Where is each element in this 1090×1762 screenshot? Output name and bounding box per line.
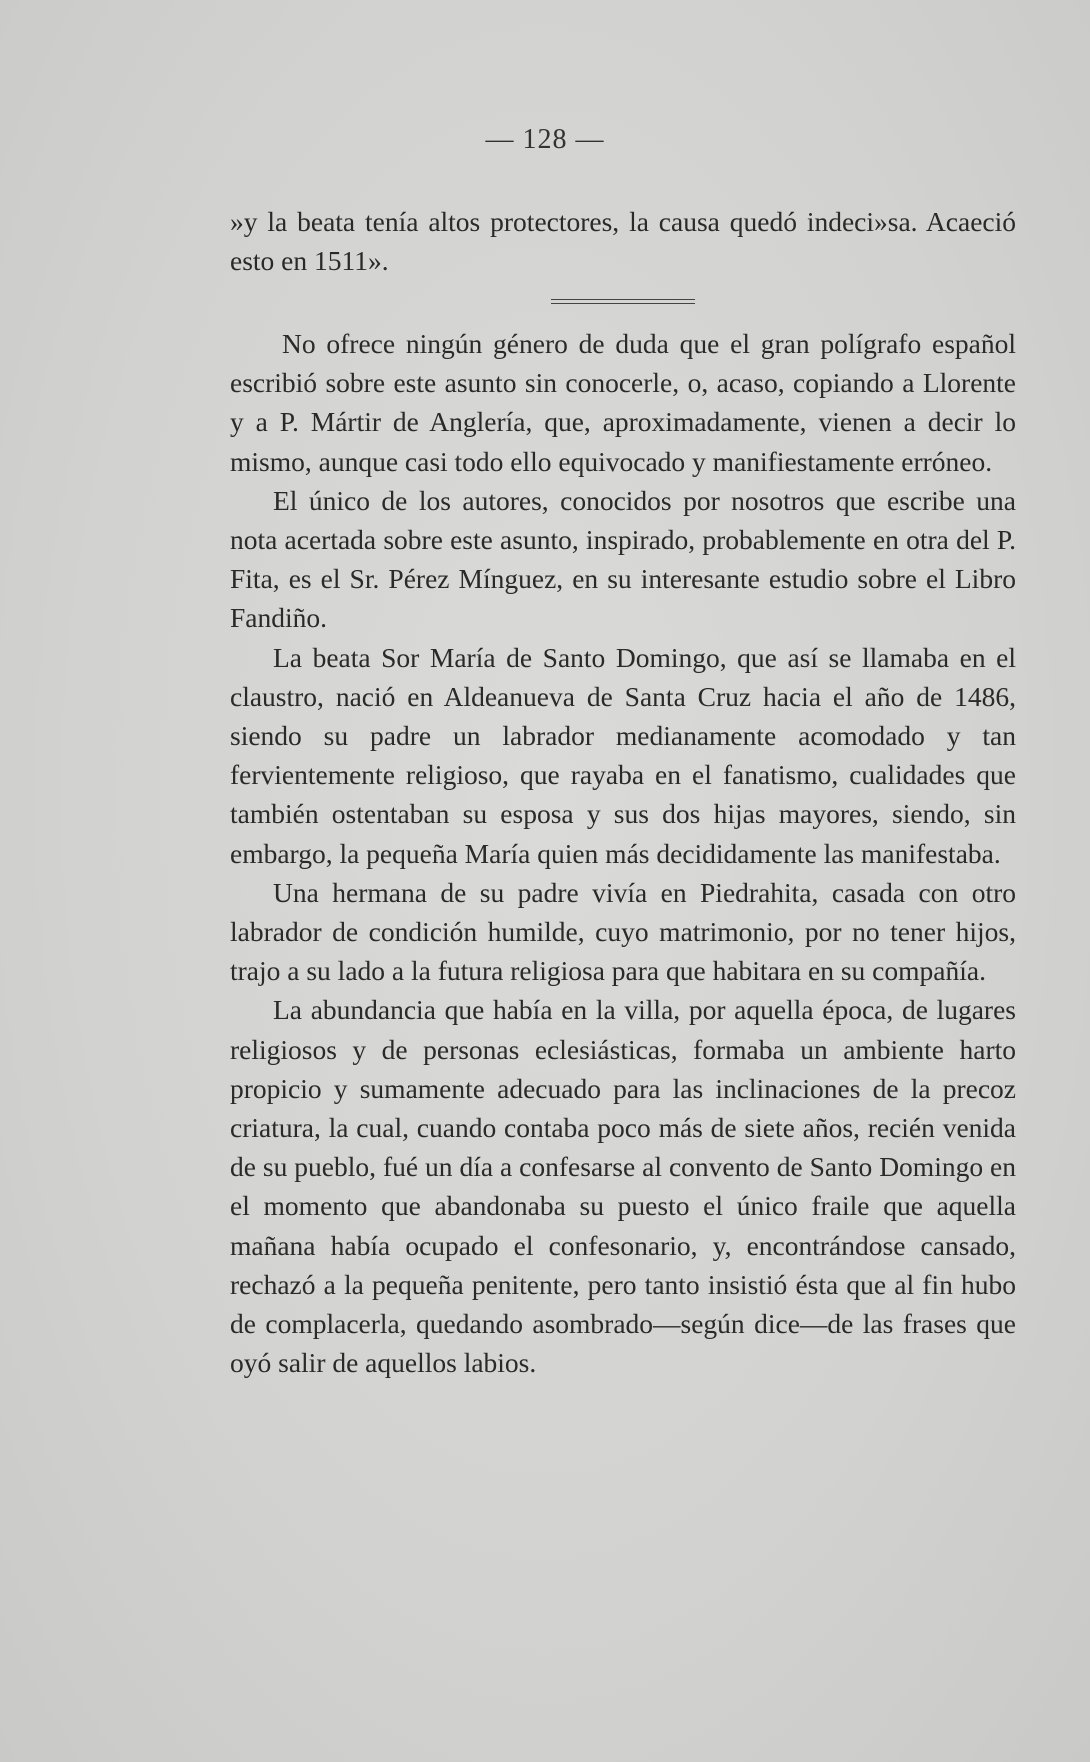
paragraph-1: No ofrece ningún género de duda que el gran polígrafo español escribió sobre este asunto sin conocerle, o, acaso, copiando a Llorente y a P. Mártir de Anglería, que, aproximadamente, vienen a decir lo mismo, aunque casi todo ello equivocado y manifiestamente erróneo. xyxy=(230,328,1016,477)
section-divider xyxy=(551,299,695,304)
paragraph-3: La beata Sor María de Santo Domingo, que así se llamaba en el claustro, nació en Aldeanueva de Santa Cruz hacia el año de 1486, siendo su padre un labrador medianamente acomodado y tan fervientemente religioso, que rayaba en el fanatismo, cualidades que también ostentaban su esposa y sus dos hijas mayores, siendo, sin embargo, la pequeña María quien más decididamente las manifestaba. xyxy=(230,641,1016,869)
body-text xyxy=(230,324,1016,1382)
paragraph-2: El único de los autores, conocidos por nosotros que escribe una nota acertada sobre este asunto, inspirado, probablemente en otra del P. Fita, es el Sr. Pérez Mínguez, en su interesante estudio sobre el Libro Fandiño. xyxy=(230,484,1016,634)
paragraph-5: La abundancia que había en la villa, por aquella época, de lugares religiosos y de personas eclesiásticas, formaba un ambiente harto propicio y sumamente adecuado para las inclinaciones de la precoz criatura, la cual, cuando contaba poco más de siete años, recién venida de su pueblo, fué un día a confesarse al convento de Santo Domingo en el momento que abandonaba su puesto el único fraile que aquella mañana había ocupado el confesonario, y, encontrándose cansado, rechazó a la pequeña penitente, pero tanto insistió ésta que al fin hubo de complacerla, quedando asombrado—según dice—de las frases que oyó salir de aquellos labios. xyxy=(230,994,1016,1379)
quote-continuation xyxy=(230,202,1016,280)
page-number: — 128 — xyxy=(485,124,605,155)
paragraph-4: Una hermana de su padre vivía en Piedrahita, casada con otro labrador de condición humilde, cuyo matrimonio, por no tener hijos, trajo a su lado a la futura religiosa para que habitara en su compañía. xyxy=(230,876,1016,987)
quote-paragraph: »y la beata tenía altos protectores, la causa quedó indeci»sa. Acaeció esto en 1511». xyxy=(230,206,1016,277)
